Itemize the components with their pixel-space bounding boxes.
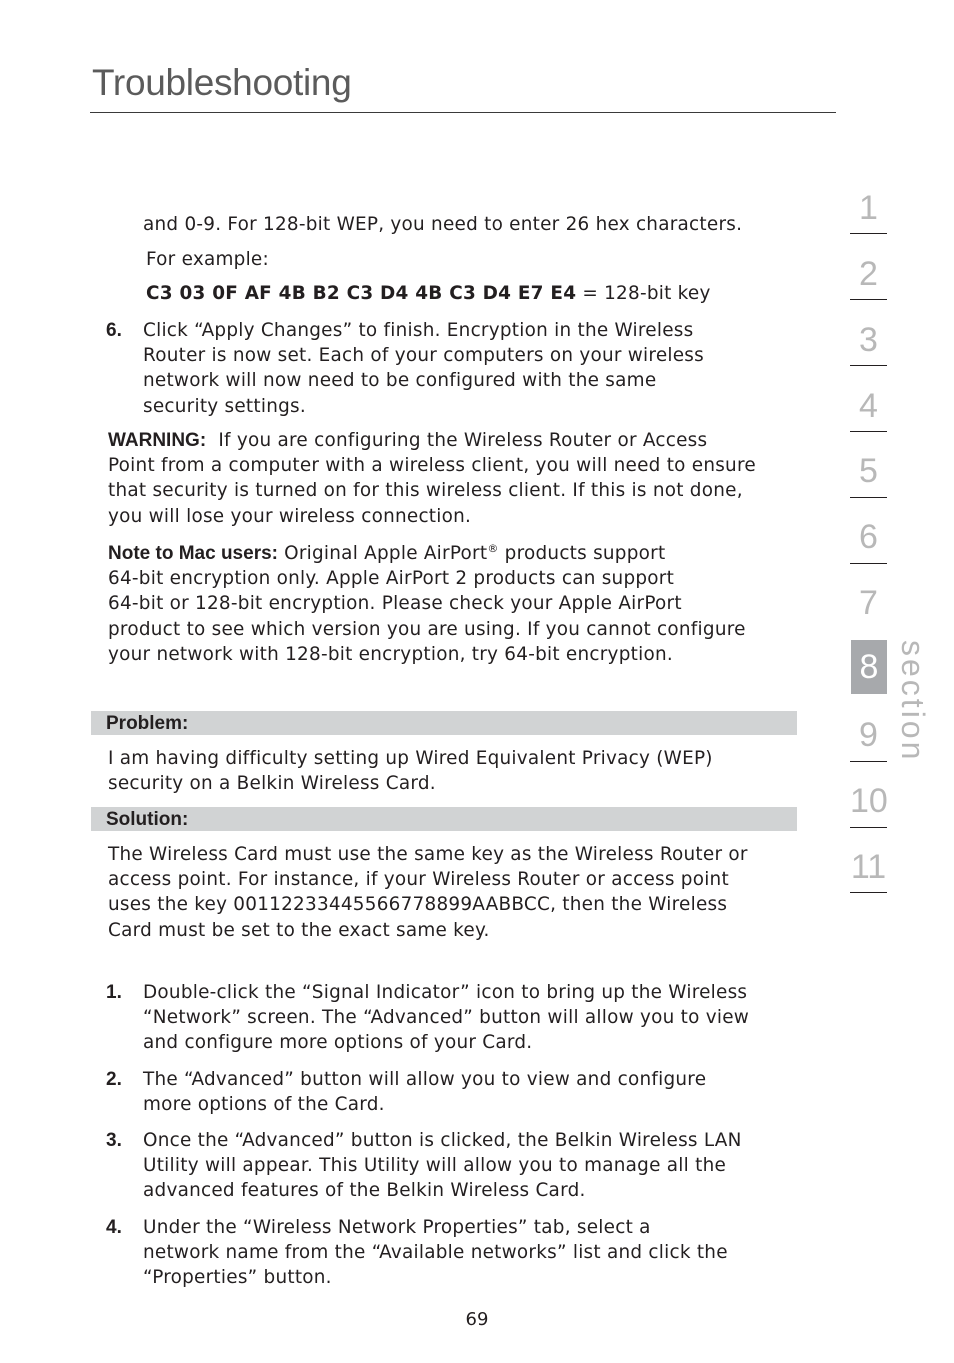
warning-label: WARNING:: [108, 430, 207, 451]
section-divider: [850, 233, 887, 234]
step-number: 2.: [106, 1069, 122, 1090]
section-tab-5[interactable]: 5: [859, 452, 878, 490]
step-line: Router is now set. Each of your computers on your wireless: [143, 345, 704, 367]
page-number: 69: [465, 1309, 489, 1330]
mac-note-line: Original Apple AirPort: [284, 543, 488, 564]
step-number: 4.: [106, 1217, 122, 1238]
example-label: For example:: [146, 249, 269, 270]
section-tab-1[interactable]: 1: [859, 189, 878, 227]
section-tab-4[interactable]: 4: [859, 387, 878, 425]
step-number: 6.: [106, 320, 122, 341]
section-tab-2[interactable]: 2: [859, 255, 878, 293]
title-divider: [90, 112, 836, 113]
step-line: advanced features of the Belkin Wireless Card.: [143, 1180, 586, 1202]
warning-line: that security is turned on for this wireless client. If this is not done,: [108, 480, 743, 502]
solution-line: access point. For instance, if your Wireless Router or access point: [108, 869, 729, 891]
section-divider: [850, 761, 887, 762]
intro-text: and 0-9. For 128-bit WEP, you need to enter 26 hex characters.: [143, 214, 743, 235]
mac-note-line: products support: [498, 543, 666, 564]
step-line: The “Advanced” button will allow you to view and configure: [143, 1069, 707, 1090]
step-line: Utility will appear. This Utility will allow you to manage all the: [143, 1155, 727, 1177]
warning-line: you will lose your wireless connection.: [108, 505, 472, 527]
registered-mark: ®: [487, 541, 499, 555]
step-line: security settings.: [143, 395, 306, 417]
step-number: 1.: [106, 982, 122, 1003]
section-divider: [850, 563, 887, 564]
page-title: Troubleshooting: [92, 62, 352, 103]
step-line: network name from the “Available networks” list and click the: [143, 1242, 728, 1264]
section-tab-9[interactable]: 9: [859, 716, 878, 754]
warning-paragraph: [108, 428, 756, 529]
solution-text: [108, 842, 748, 943]
step-text: [143, 318, 704, 419]
step-line: Click “Apply Changes” to finish. Encryption in the Wireless: [143, 320, 694, 341]
warning-line: If you are configuring the Wireless Router or Access: [218, 430, 708, 451]
step-text: [143, 1215, 728, 1291]
step-line: more options of the Card.: [143, 1094, 385, 1116]
solution-line: The Wireless Card must use the same key as the Wireless Router or: [108, 844, 748, 865]
step-line: Double-click the “Signal Indicator” icon to bring up the Wireless: [143, 982, 748, 1003]
solution-line: Card must be set to the exact same key.: [108, 919, 490, 941]
section-tab-8-active[interactable]: [851, 640, 887, 694]
step-number: 3.: [106, 1130, 122, 1151]
mac-note-line: 64-bit encryption only. Apple AirPort 2 products can support: [108, 568, 675, 590]
solution-heading-bar: [91, 807, 797, 831]
mac-note-line: 64-bit or 128-bit encryption. Please check your Apple AirPort: [108, 593, 682, 615]
solution-heading: Solution:: [106, 809, 189, 830]
hex-key: C3 03 0F AF 4B B2 C3 D4 4B C3 D4 E7 E4: [146, 283, 577, 304]
step-line: “Network” screen. The “Advanced” button will allow you to view: [143, 1007, 750, 1029]
section-divider: [850, 299, 887, 300]
step-line: Once the “Advanced” button is clicked, the Belkin Wireless LAN: [143, 1130, 742, 1151]
section-tab-8-label: 8: [859, 648, 879, 686]
step-text: [143, 1128, 742, 1204]
section-divider: [850, 827, 887, 828]
section-tab-6[interactable]: 6: [859, 518, 878, 556]
step-line: network will now need to be configured with the same: [143, 370, 657, 392]
section-tab-3[interactable]: 3: [859, 321, 878, 359]
problem-heading-bar: [91, 711, 797, 735]
problem-text: [108, 746, 713, 796]
problem-line: I am having difficulty setting up Wired Equivalent Privacy (WEP): [108, 748, 713, 769]
section-tab-7[interactable]: 7: [859, 584, 878, 622]
step-text: [143, 980, 749, 1056]
problem-heading: Problem:: [106, 713, 189, 734]
section-label: section: [895, 640, 931, 763]
problem-line: security on a Belkin Wireless Card.: [108, 773, 436, 795]
section-tab-11[interactable]: 11: [850, 848, 887, 886]
step-line: Under the “Wireless Network Properties” tab, select a: [143, 1217, 651, 1238]
warning-line: Point from a computer with a wireless client, you will need to ensure: [108, 455, 756, 477]
example-key: [146, 281, 711, 306]
section-divider: [850, 365, 887, 366]
section-divider: [850, 431, 887, 432]
mac-note-paragraph: [108, 541, 746, 667]
step-line: “Properties” button.: [143, 1267, 332, 1289]
section-divider: [850, 892, 887, 893]
hex-key-suffix: = 128-bit key: [576, 283, 711, 304]
step-text: [143, 1067, 706, 1117]
solution-line: uses the key 00112233445566778899AABBCC, then the Wireless: [108, 894, 728, 916]
mac-note-line: product to see which version you are using. If you cannot configure: [108, 618, 746, 640]
mac-note-label: Note to Mac users:: [108, 543, 278, 564]
section-divider: [850, 497, 887, 498]
mac-note-line: your network with 128-bit encryption, try 64-bit encryption.: [108, 643, 673, 665]
section-tab-10[interactable]: 10: [850, 782, 888, 820]
step-line: and configure more options of your Card.: [143, 1032, 533, 1054]
